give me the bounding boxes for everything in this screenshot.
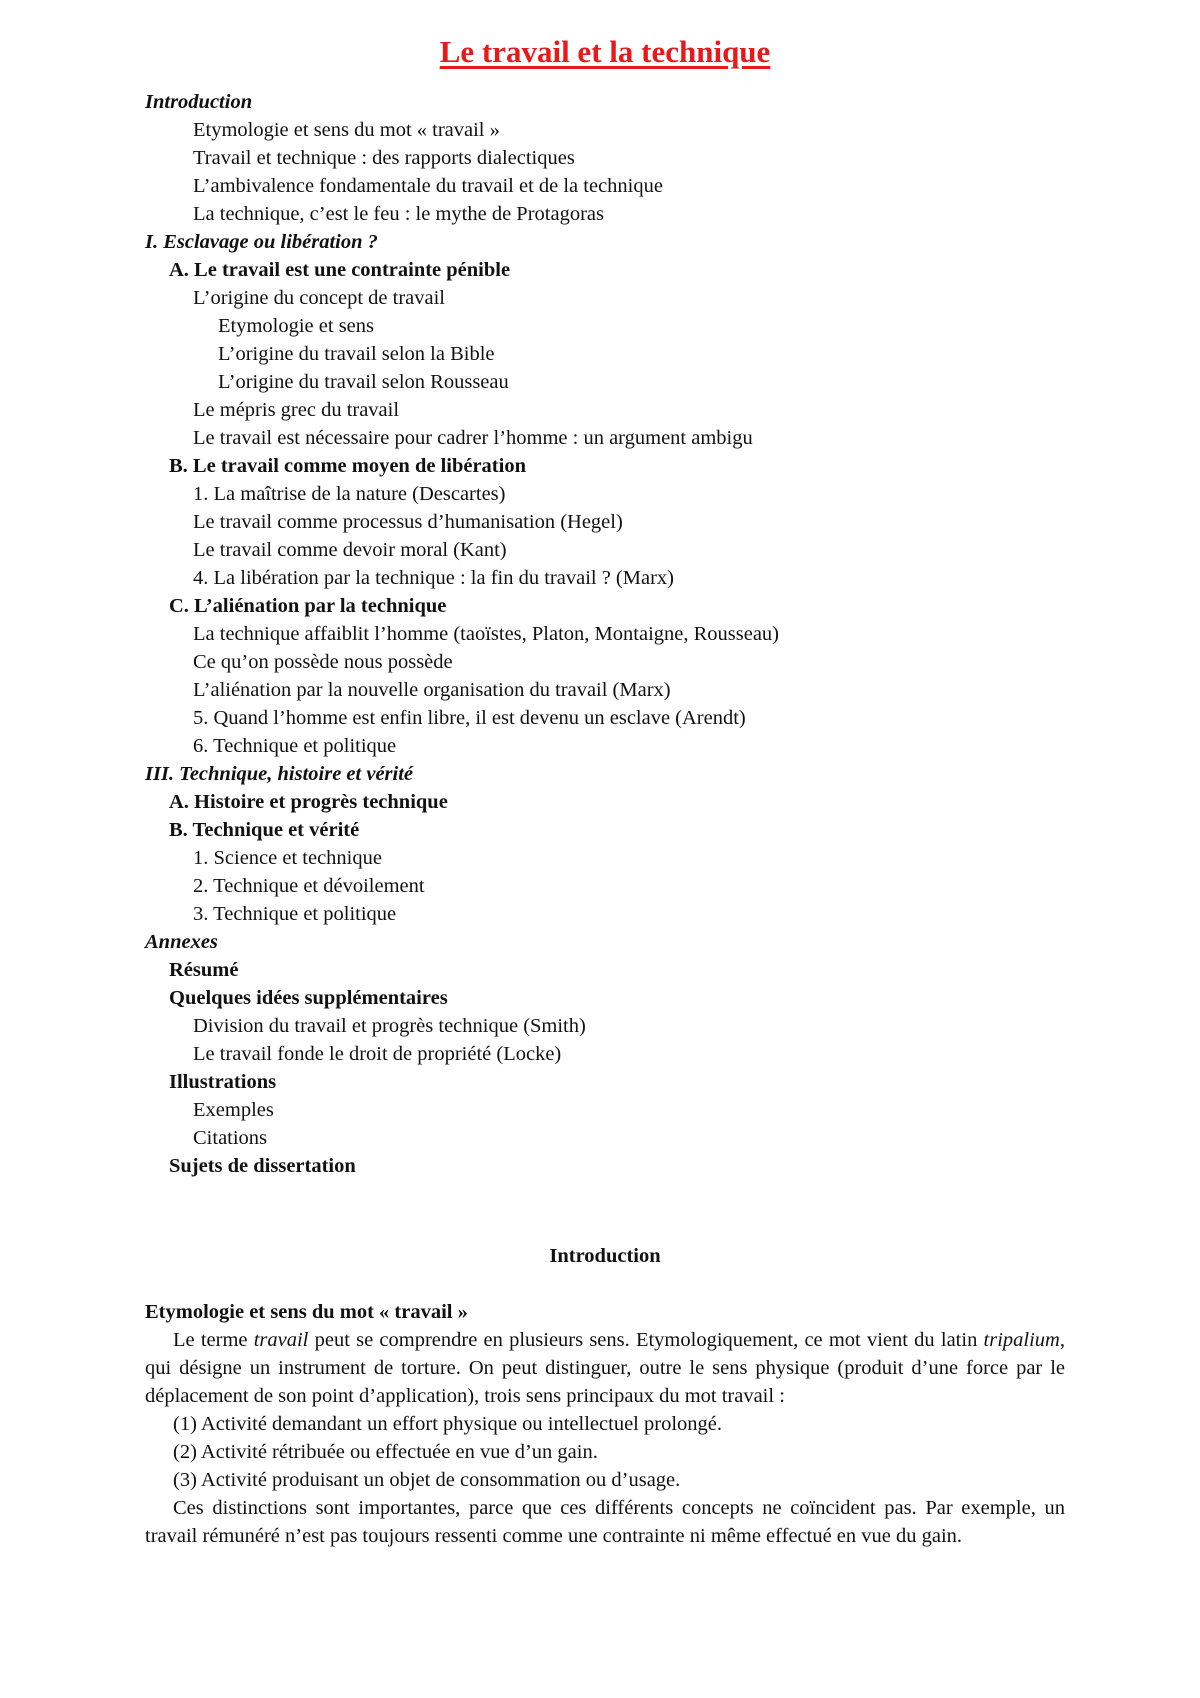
toc-item: L’origine du concept de travail <box>193 287 445 309</box>
toc-item: 3. Technique et politique <box>193 903 397 925</box>
toc-item: 6. Technique et politique <box>193 735 397 757</box>
document-title: Le travail et la technique <box>439 34 771 69</box>
toc-item: 4. La libération par la technique : la fin du travail ? (Marx) <box>193 567 674 589</box>
toc-item: Travail et technique : des rapports dialectiques <box>193 147 575 169</box>
toc-item: Le travail est nécessaire pour cadrer l’homme : un argument ambigu <box>193 427 753 449</box>
table-of-contents <box>145 88 1065 1180</box>
toc-section: Illustrations <box>169 1071 277 1093</box>
toc-part: III. Technique, histoire et vérité <box>145 763 414 785</box>
definition-item: (1) Activité demandant un effort physique ou intellectuel prolongé. <box>173 1413 722 1435</box>
definition-item: (2) Activité rétribuée ou effectuée en vue d’un gain. <box>173 1441 598 1463</box>
definition-item: (3) Activité produisant un objet de consommation ou d’usage. <box>173 1469 681 1491</box>
toc-section: C. L’aliénation par la technique <box>169 595 447 617</box>
toc-item: Le travail comme devoir moral (Kant) <box>193 539 507 561</box>
document-page <box>145 30 1065 1550</box>
toc-item: Etymologie et sens du mot « travail » <box>193 119 500 141</box>
toc-item: 2. Technique et dévoilement <box>193 875 425 897</box>
toc-item: Le travail fonde le droit de propriété (Locke) <box>193 1043 562 1065</box>
paragraph-2: Ces distinctions sont importantes, parce que ces différents concepts ne coïncident pas. Par exemple, un travail rémunéré n’est pas toujours ressenti comme une contrainte ni même effectué en vue du gain. <box>145 1497 1065 1547</box>
toc-section: Sujets de dissertation <box>169 1155 356 1177</box>
toc-item: Citations <box>193 1127 268 1149</box>
toc-item: 1. Science et technique <box>193 847 382 869</box>
toc-item: La technique affaiblit l’homme (taoïstes, Platon, Montaigne, Rousseau) <box>193 623 780 645</box>
term-travail: travail <box>253 1329 309 1351</box>
toc-item: Ce qu’on possède nous possède <box>193 651 453 673</box>
toc-part: I. Esclavage ou libération ? <box>145 231 378 253</box>
toc-item: L’origine du travail selon la Bible <box>218 343 495 365</box>
toc-section: Résumé <box>169 959 239 981</box>
toc-item: Etymologie et sens <box>218 315 375 337</box>
introduction-heading: Introduction <box>549 1245 661 1267</box>
toc-part: Introduction <box>145 91 253 113</box>
toc-item: Exemples <box>193 1099 274 1121</box>
toc-item: L’aliénation par la nouvelle organisation du travail (Marx) <box>193 679 671 701</box>
toc-item: La technique, c’est le feu : le mythe de Protagoras <box>193 203 604 225</box>
toc-item: Division du travail et progrès technique (Smith) <box>193 1015 586 1037</box>
toc-item: Le travail comme processus d’humanisation (Hegel) <box>193 511 623 533</box>
toc-part: Annexes <box>145 931 218 953</box>
toc-item: Le mépris grec du travail <box>193 399 400 421</box>
toc-section: Quelques idées supplémentaires <box>169 987 448 1009</box>
toc-section: B. Technique et vérité <box>169 819 360 841</box>
toc-section: B. Le travail comme moyen de libération <box>169 455 526 477</box>
paragraph-1: Le terme travail peut se comprendre en plusieurs sens. Etymologiquement, ce mot vient du latin tripalium, qui désigne un instrument de torture. On peut distinguer, outre le sens physique (produit d’une force par le déplacement de son point d’application), trois sens principaux du mot travail : <box>145 1329 1065 1407</box>
toc-item: 5. Quand l’homme est enfin libre, il est devenu un esclave (Arendt) <box>193 707 746 729</box>
toc-item: L’origine du travail selon Rousseau <box>218 371 509 393</box>
section-title: Etymologie et sens du mot « travail » <box>145 1301 468 1323</box>
toc-section: A. Le travail est une contrainte pénible <box>169 259 511 281</box>
term-tripalium: tripalium <box>983 1329 1060 1351</box>
toc-item: L’ambivalence fondamentale du travail et de la technique <box>193 175 663 197</box>
toc-section: A. Histoire et progrès technique <box>169 791 448 813</box>
toc-item: 1. La maîtrise de la nature (Descartes) <box>193 483 506 505</box>
